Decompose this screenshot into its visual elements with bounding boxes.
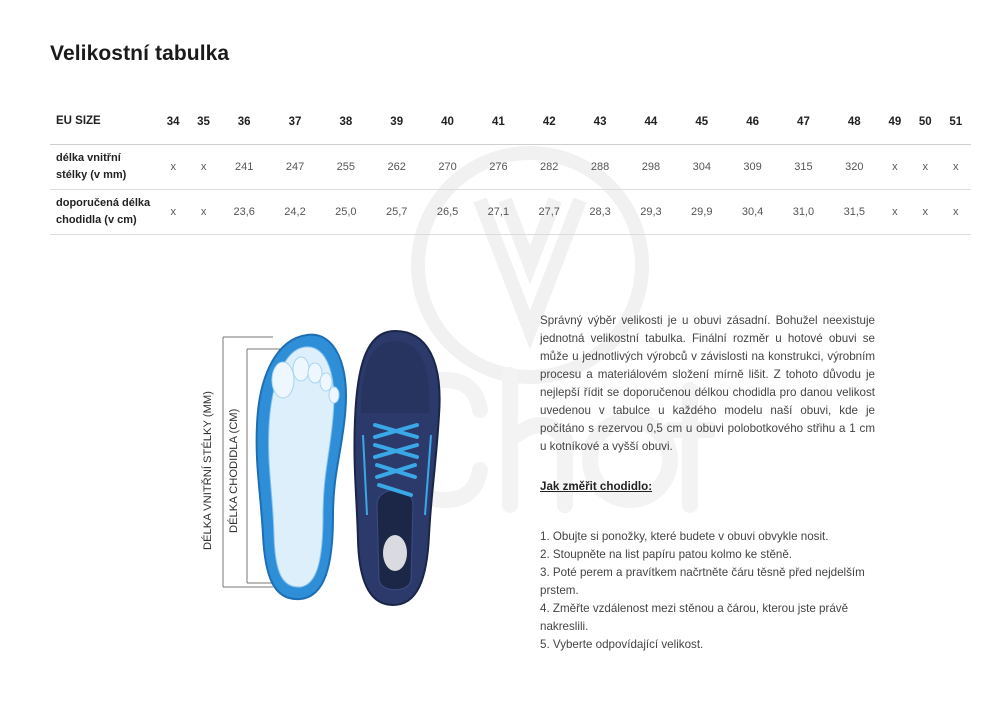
size-col-51: 51 [940, 100, 971, 144]
row-label-line: délka vnitřní [56, 151, 121, 164]
table-cell: 247 [270, 144, 321, 189]
table-cell: 298 [626, 144, 677, 189]
table-row-foot-length [50, 189, 971, 234]
table-cell: 25,7 [371, 189, 422, 234]
table-cell: x [188, 144, 218, 189]
row-label-foot-length [50, 189, 158, 234]
table-cell: 24,2 [270, 189, 321, 234]
table-cell: 276 [473, 144, 524, 189]
size-col-45: 45 [676, 100, 727, 144]
size-col-36: 36 [219, 100, 270, 144]
size-header-row [50, 100, 971, 144]
table-cell: 288 [575, 144, 626, 189]
table-cell: 30,4 [727, 189, 778, 234]
list-item: 3. Poté perem a pravítkem načrtněte čáru těsně před nejdelším prstem. [540, 566, 865, 597]
table-row-insole-length [50, 144, 971, 189]
table-cell: x [158, 189, 188, 234]
table-cell: 241 [219, 144, 270, 189]
table-cell: 262 [371, 144, 422, 189]
row-label-insole-length [50, 144, 158, 189]
how-to-measure-heading: Jak změřit chodidlo: [540, 480, 653, 493]
table-cell: x [880, 144, 910, 189]
table-cell: 309 [727, 144, 778, 189]
table-cell: 270 [422, 144, 473, 189]
size-col-48: 48 [829, 100, 880, 144]
size-col-34: 34 [158, 100, 188, 144]
table-cell: 28,3 [575, 189, 626, 234]
measure-steps [540, 528, 875, 654]
insole-icon [257, 335, 346, 599]
size-col-35: 35 [188, 100, 218, 144]
page-title: Velikostní tabulka [50, 42, 230, 65]
table-cell: x [910, 144, 940, 189]
insole-length-label: DÉLKA VNITŘNÍ STÉLKY (MM) [202, 391, 214, 550]
table-cell: 27,7 [524, 189, 575, 234]
table-cell: 255 [320, 144, 371, 189]
table-cell: x [940, 144, 971, 189]
table-cell: 23,6 [219, 189, 270, 234]
table-cell: 29,3 [626, 189, 677, 234]
size-table [50, 100, 971, 235]
table-cell: x [188, 189, 218, 234]
size-col-38: 38 [320, 100, 371, 144]
sizing-intro-text: Správný výběr velikosti je u obuvi zásadní. Bohužel neexistuje jednotná velikostní tabulka. Finální rozměr u hotové obuvi se může u jednotlivých výrobců v závislosti na konstrukci, výrobním procesu a materiálovém složení mírně lišit. Z tohoto důvodu je nejlepší řídit se doporučenou délkou chodidla pro danou velikost uvedenou v tabulce u každého modelu naší obuvi, kde je počítáno s rezervou 0,5 cm u obuvi polobotkového střihu a 1 cm u kotníkové a vyšší obuvi. [540, 314, 875, 453]
list-item: 5. Vyberte odpovídající velikost. [540, 638, 704, 651]
size-col-39: 39 [371, 100, 422, 144]
table-cell: 31,0 [778, 189, 829, 234]
eu-size-header: EU SIZE [50, 100, 158, 144]
shoe-icon [354, 331, 439, 605]
size-col-46: 46 [727, 100, 778, 144]
size-col-42: 42 [524, 100, 575, 144]
table-cell: 282 [524, 144, 575, 189]
list-item: 2. Stoupněte na list papíru patou kolmo ke stěně. [540, 548, 793, 561]
sizing-info [540, 312, 875, 654]
size-col-40: 40 [422, 100, 473, 144]
size-col-43: 43 [575, 100, 626, 144]
size-col-47: 47 [778, 100, 829, 144]
row-label-line: doporučená délka [56, 196, 151, 209]
measurement-illustration [195, 325, 445, 615]
row-label-line: chodidla (v cm) [56, 213, 137, 226]
table-cell: 25,0 [320, 189, 371, 234]
table-cell: x [910, 189, 940, 234]
table-cell: 29,9 [676, 189, 727, 234]
table-cell: x [880, 189, 910, 234]
foot-length-label: DÉLKA CHODIDLA (CM) [228, 408, 240, 533]
size-col-49: 49 [880, 100, 910, 144]
table-cell: 304 [676, 144, 727, 189]
table-cell: 320 [829, 144, 880, 189]
size-col-44: 44 [626, 100, 677, 144]
size-col-41: 41 [473, 100, 524, 144]
row-label-line: stélky (v mm) [56, 168, 127, 181]
table-cell: x [940, 189, 971, 234]
table-cell: 315 [778, 144, 829, 189]
table-cell: 27,1 [473, 189, 524, 234]
size-col-50: 50 [910, 100, 940, 144]
table-cell: x [158, 144, 188, 189]
size-col-37: 37 [270, 100, 321, 144]
table-cell: 31,5 [829, 189, 880, 234]
table-cell: 26,5 [422, 189, 473, 234]
list-item: 4. Změřte vzdálenost mezi stěnou a čárou, kterou jste právě nakreslili. [540, 602, 849, 633]
list-item: 1. Obujte si ponožky, které budete v obuvi obvykle nosit. [540, 530, 829, 543]
